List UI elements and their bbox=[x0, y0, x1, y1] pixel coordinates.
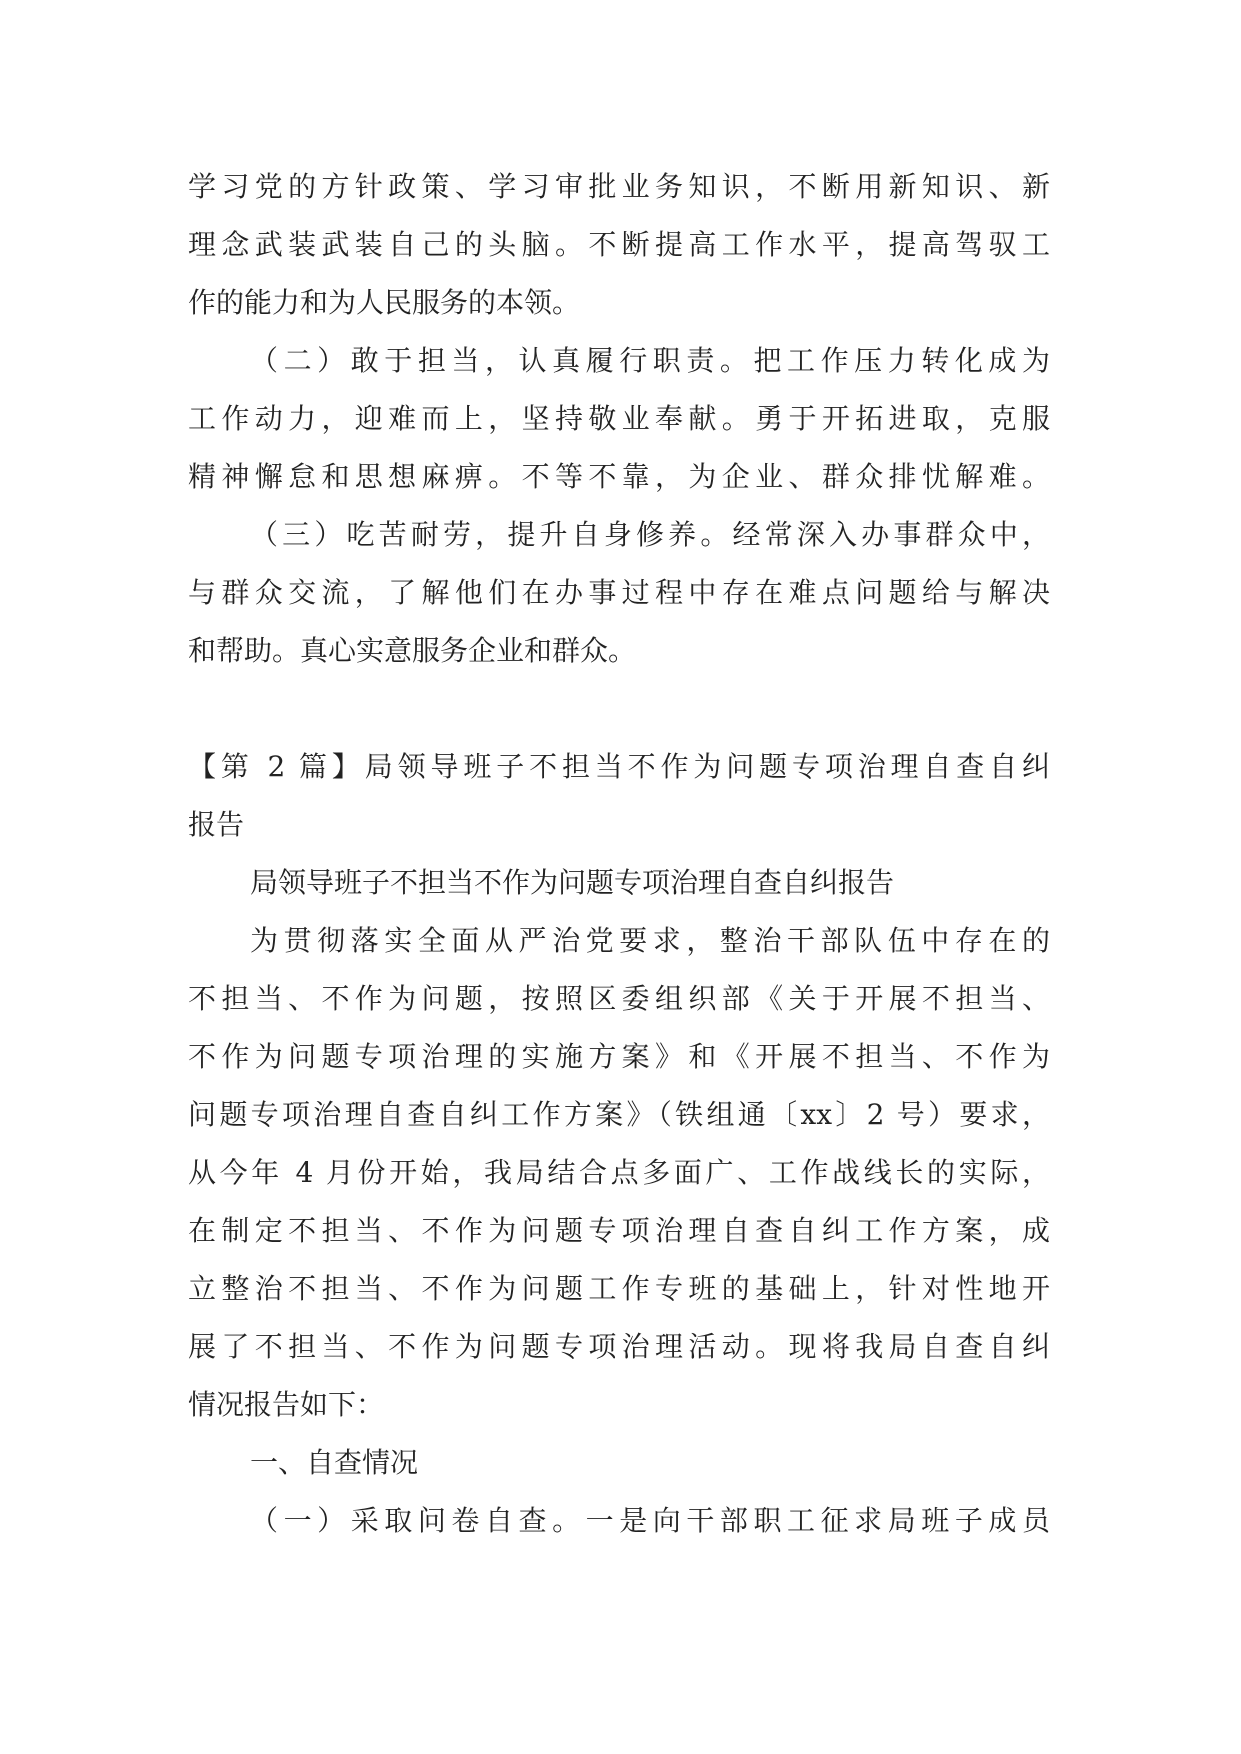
article-title-line: 【第 2 篇】局领导班子不担当不作为问题专项治理自查自纠 bbox=[188, 750, 1050, 783]
body-line: 作的能力和为人民服务的本领。 bbox=[188, 286, 581, 319]
body-line: 精神懈怠和思想麻痹。不等不靠，为企业、群众排忧解难。 bbox=[188, 460, 1050, 493]
body-line: 不作为问题专项治理的实施方案》和《开展不担当、不作为 bbox=[188, 1040, 1050, 1073]
body-line: 在制定不担当、不作为问题专项治理自查自纠工作方案，成 bbox=[188, 1214, 1050, 1247]
section-heading-line: （一）采取问卷自查。一是向干部职工征求局班子成员 bbox=[250, 1504, 1050, 1537]
section-heading-line: （三）吃苦耐劳，提升自身修养。经常深入办事群众中， bbox=[250, 518, 1050, 551]
body-line: 理念武装武装自己的头脑。不断提高工作水平，提高驾驭工 bbox=[188, 228, 1050, 261]
body-line: 情况报告如下： bbox=[188, 1388, 385, 1421]
body-line: 立整治不担当、不作为问题工作专班的基础上，针对性地开 bbox=[188, 1272, 1050, 1305]
body-line: 学习党的方针政策、学习审批业务知识，不断用新知识、新 bbox=[188, 170, 1050, 203]
body-line: 工作动力，迎难而上，坚持敬业奉献。勇于开拓进取，克服 bbox=[188, 402, 1050, 435]
body-line: 为贯彻落实全面从严治党要求，整治干部队伍中存在的 bbox=[250, 924, 1050, 957]
body-line: 展了不担当、不作为问题专项治理活动。现将我局自查自纠 bbox=[188, 1330, 1050, 1363]
report-title-line: 局领导班子不担当不作为问题专项治理自查自纠报告 bbox=[250, 866, 895, 899]
section-heading-line: （二）敢于担当，认真履行职责。把工作压力转化成为 bbox=[250, 344, 1050, 377]
section-heading-line: 一、自查情况 bbox=[250, 1446, 419, 1479]
article-title-line: 报告 bbox=[188, 808, 245, 841]
body-line: 不担当、不作为问题，按照区委组织部《关于开展不担当、 bbox=[188, 982, 1050, 1015]
body-line: 问题专项治理自查自纠工作方案》（铁组通〔xx〕2 号）要求， bbox=[188, 1098, 1050, 1131]
body-line: 从今年 4 月份开始，我局结合点多面广、工作战线长的实际， bbox=[188, 1156, 1050, 1189]
body-line: 和帮助。真心实意服务企业和群众。 bbox=[188, 634, 637, 667]
body-line: 与群众交流，了解他们在办事过程中存在难点问题给与解决 bbox=[188, 576, 1050, 609]
